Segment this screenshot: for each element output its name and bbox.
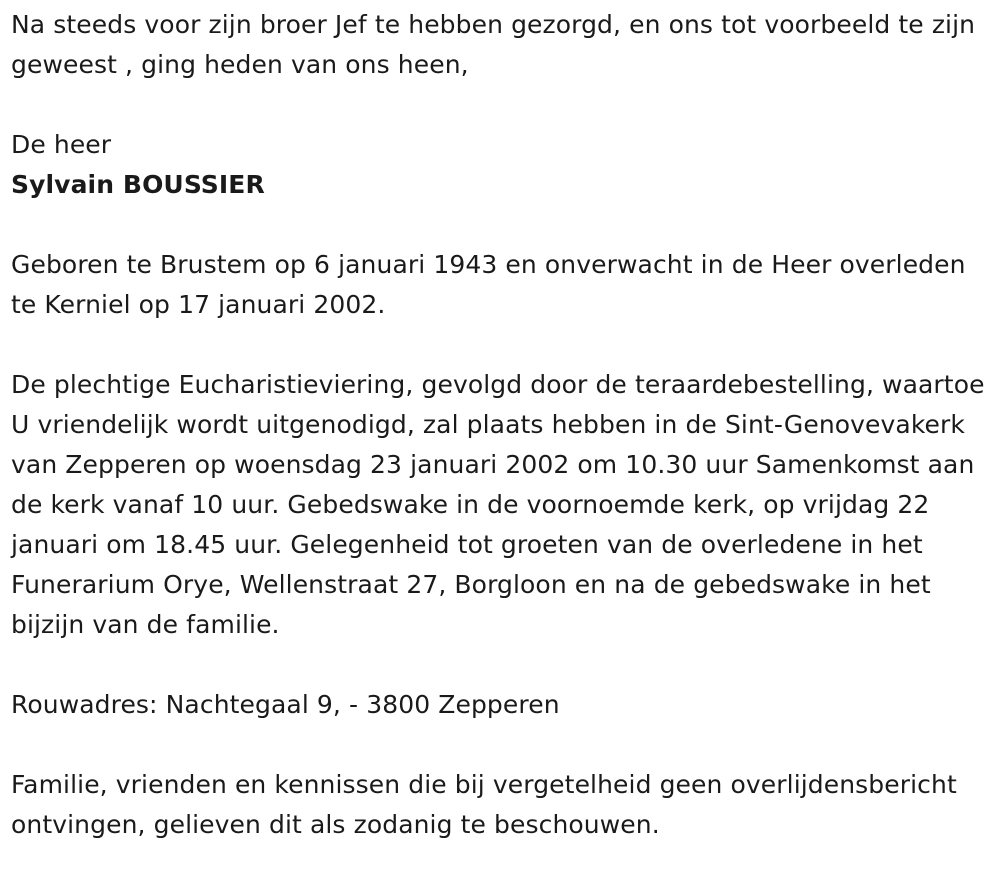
ceremony-paragraph: De plechtige Eucharistieviering, gevolgd door de teraardebestelling, waartoe U vriendelijk wordt uitgenodigd, zal plaats hebben in de Sint-Genovevakerk van Zepperen op woensdag 23 januari 2002 om 10.30 uur Samenkomst aan de kerk vanaf 10 uur. Gebedswake in de voornoemde kerk, op vrijdag 22 januari om 18.45 uur. Gelegenheid tot groeten van de overledene in het Funerarium Orye, Wellenstraat 27, Borgloon en na de gebedswake in het bijzijn van de familie. (11, 370, 985, 639)
deceased-name: Sylvain BOUSSIER (11, 170, 265, 199)
spacer (11, 85, 991, 125)
birth-death-paragraph: Geboren te Brustem op 6 januari 1943 en onverwacht in de Heer overleden te Kerniel op 17 januari 2002. (11, 250, 966, 319)
intro-paragraph: Na steeds voor zijn broer Jef te hebben gezorgd, en ons tot voorbeeld te zijn geweest , ging heden van ons heen, (11, 10, 976, 79)
spacer (11, 205, 991, 245)
death-notice (11, 5, 991, 845)
spacer (11, 725, 991, 765)
mourning-address: Rouwadres: Nachtegaal 9, - 3800 Zepperen (11, 690, 560, 719)
spacer (11, 325, 991, 365)
closing-paragraph: Familie, vrienden en kennissen die bij vergetelheid geen overlijdensbericht ontvingen, gelieven dit als zodanig te beschouwen. (11, 770, 957, 839)
honorific: De heer (11, 130, 112, 159)
spacer (11, 645, 991, 685)
